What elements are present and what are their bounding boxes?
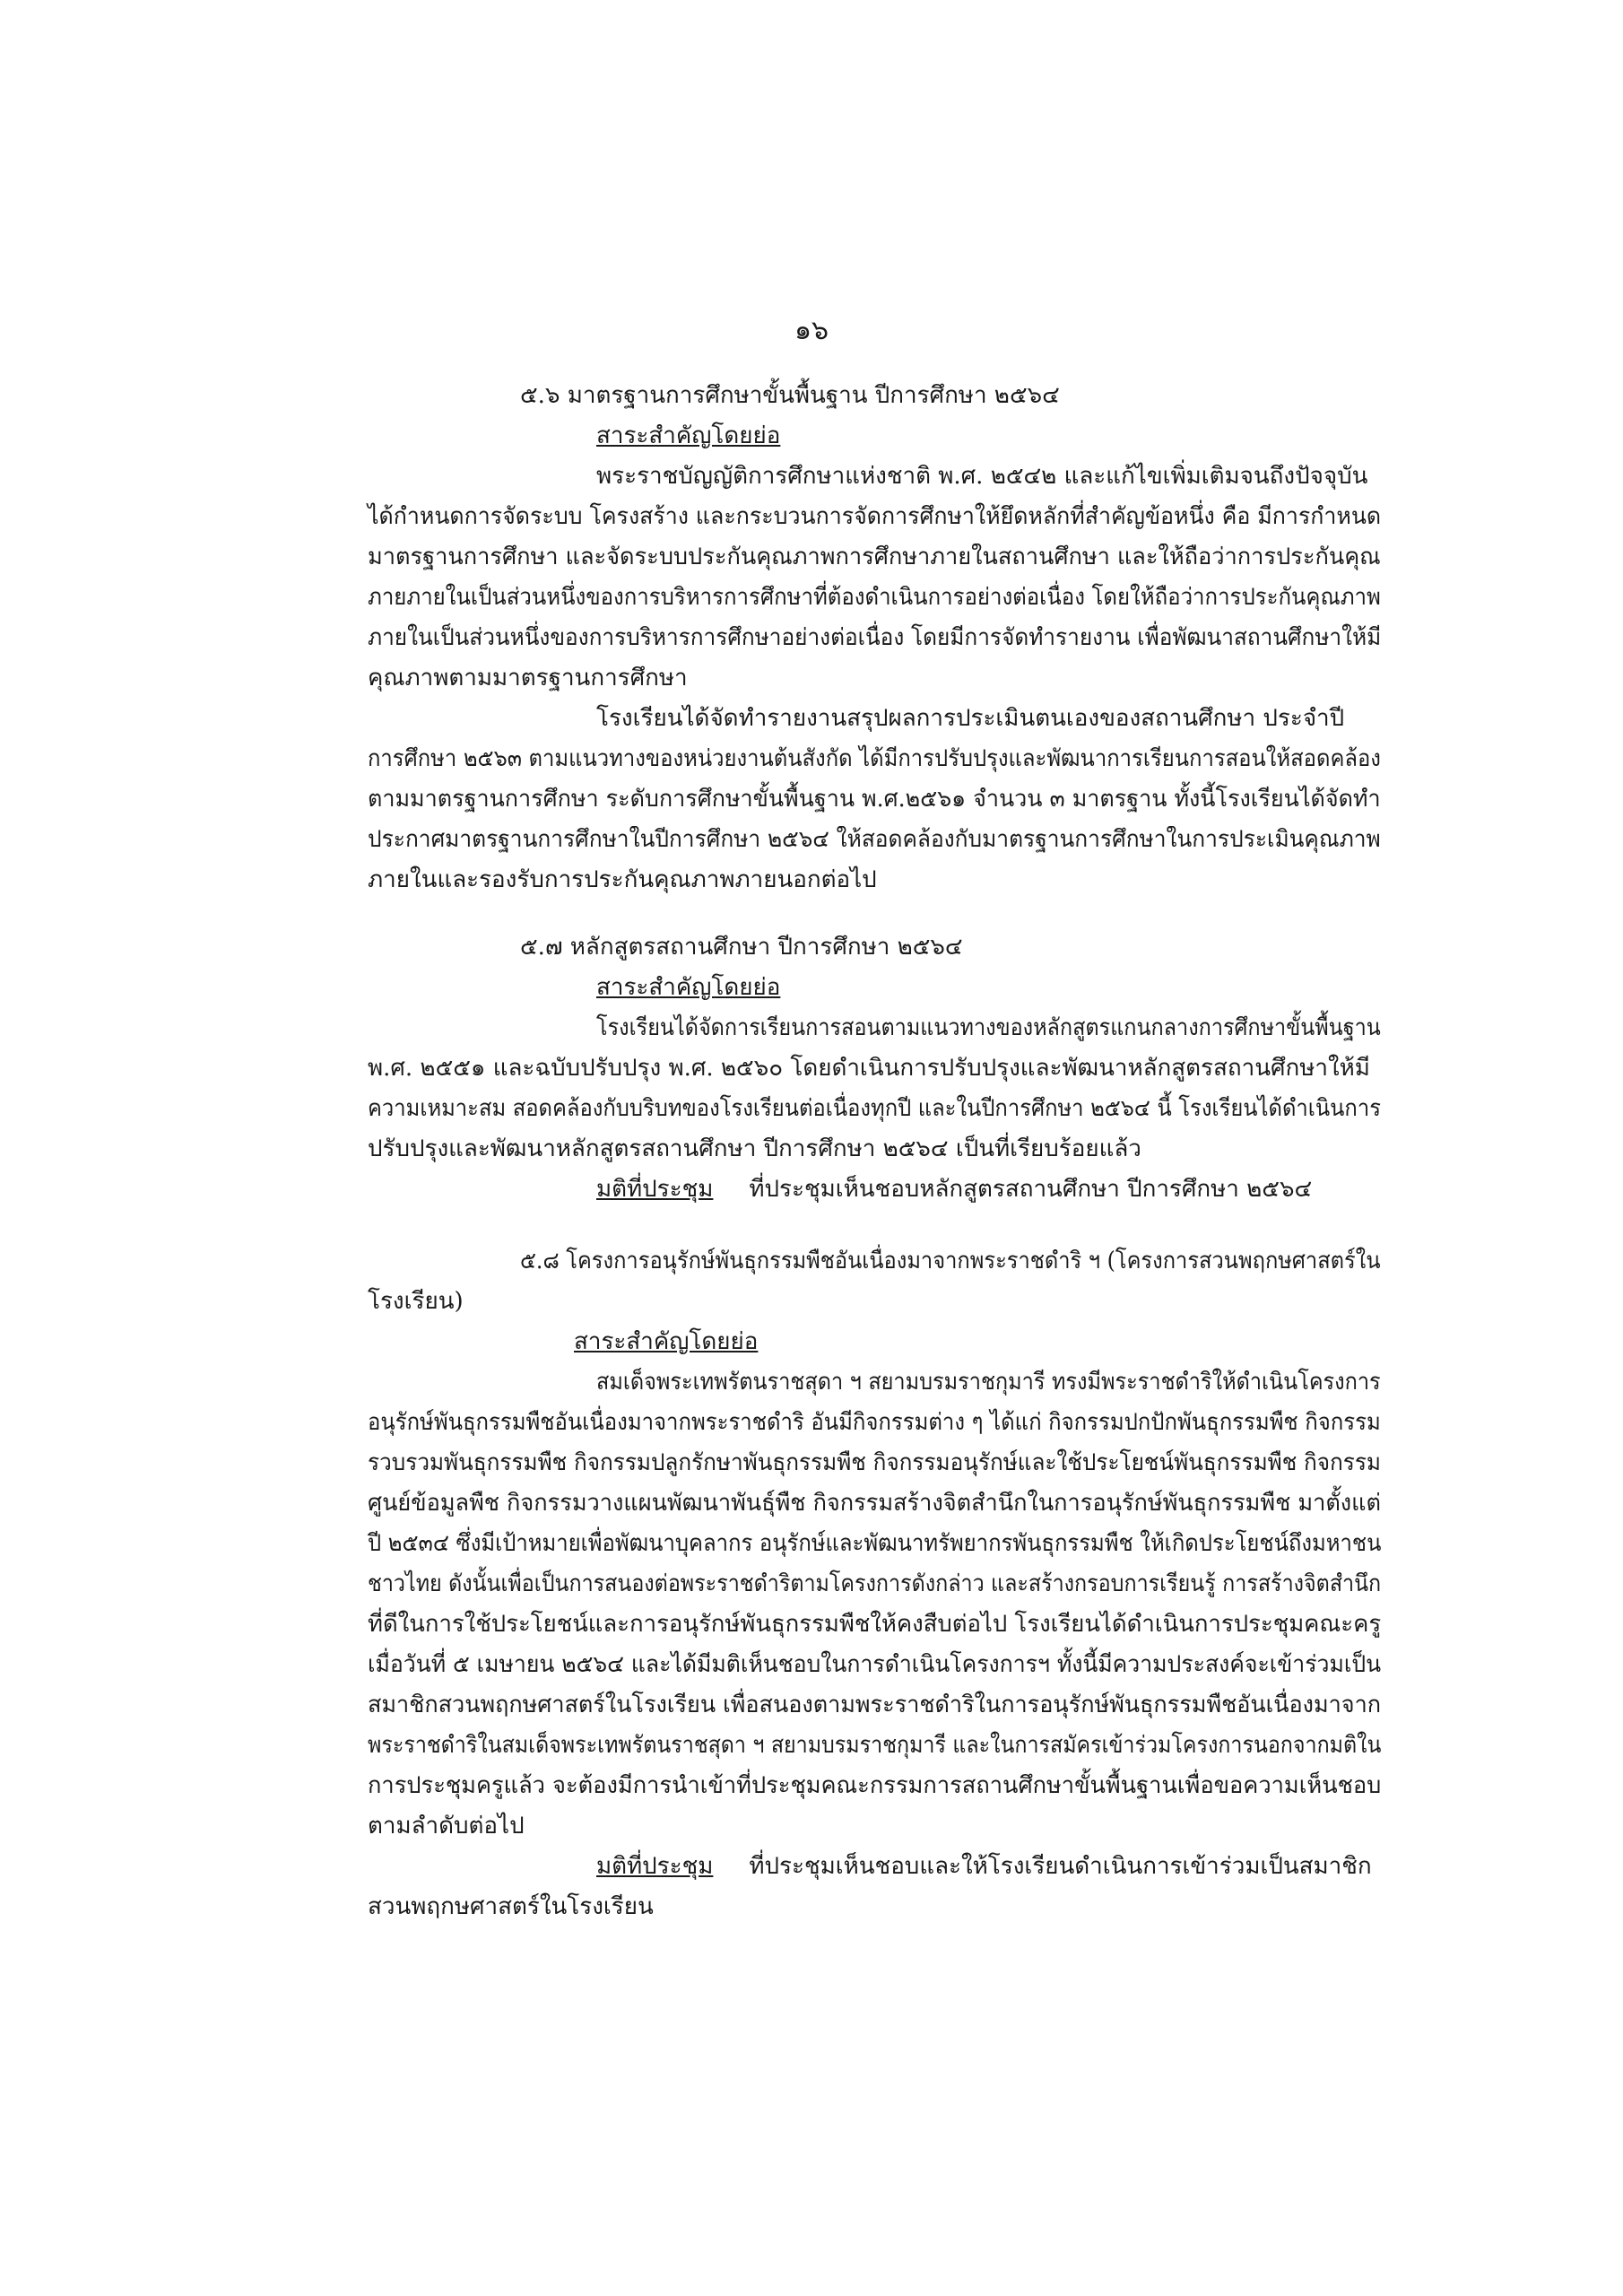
resolution-text: ที่ประชุมเห็นชอบหลักสูตรสถานศึกษา ปีการศึกษา ๒๕๖๔: [749, 1176, 1313, 1203]
paragraph-line: สมเด็จพระเทพรัตนราชสุดา ฯ สยามบรมราชกุมารี ทรงมีพระราชดำริให้ดำเนินโครงการ: [596, 1369, 1381, 1396]
paragraph-line: พระราชบัญญัติการศึกษาแห่งชาติ พ.ศ. ๒๕๔๒ และแก้ไขเพิ่มเติมจนถึงปัจจุบัน: [596, 463, 1368, 490]
paragraph-line: เมื่อวันที่ ๕ เมษายน ๒๕๖๔ และได้มีมติเห็นชอบในการดำเนินโครงการฯ ทั้งนี้มีความประสงค์จะเข้าร่วมเป็น: [368, 1651, 1382, 1678]
paragraph-line: โรงเรียนได้จัดทำรายงานสรุปผลการประเมินตนเองของสถานศึกษา ประจำปี: [596, 705, 1345, 732]
paragraph-line: ตามลำดับต่อไป: [368, 1813, 525, 1839]
paragraph-line: ได้กำหนดการจัดระบบ โครงสร้าง และกระบวนการจัดการศึกษาให้ยึดหลักที่สำคัญข้อหนึ่ง คือ มีการกำหนด: [368, 503, 1382, 530]
paragraph-line: มาตรฐานการศึกษา และจัดระบบประกันคุณภาพการศึกษาภายในสถานศึกษา และให้ถือว่าการประกันคุณ: [368, 544, 1381, 570]
section-heading-5-7: ๕.๗ หลักสูตรสถานศึกษา ปีการศึกษา ๒๕๖๔: [520, 934, 963, 961]
section-heading-5-8: ๕.๘ โครงการอนุรักษ์พันธุกรรมพืชอันเนื่องมาจากพระราชดำริ ฯ (โครงการสวนพฤกษศาสตร์ใน: [520, 1248, 1381, 1274]
section-heading-5-8-continued: โรงเรียน): [368, 1288, 464, 1315]
paragraph-line: ความเหมาะสม สอดคล้องกับบริบทของโรงเรียนต่อเนื่องทุกปี และในปีการศึกษา ๒๕๖๔ นี้ โรงเรียนได้ดำเนินการ: [368, 1095, 1381, 1122]
paragraph-line: พระราชดำริในสมเด็จพระเทพรัตนราชสุดา ฯ สยามบรมราชกุมารี และในการสมัครเข้าร่วมโครงการนอกจากมติใน: [368, 1732, 1382, 1759]
paragraph-line: การประชุมครูแล้ว จะต้องมีการนำเข้าที่ประชุมคณะกรรมการสถานศึกษาขั้นพื้นฐานเพื่อขอความเห็นชอบ: [368, 1772, 1382, 1799]
paragraph-line: สมาชิกสวนพฤกษศาสตร์ในโรงเรียน เพื่อสนองตามพระราชดำริในการอนุรักษ์พันธุกรรมพืชอันเนื่องมาจาก: [368, 1692, 1382, 1718]
resolution-line: [596, 1178, 1312, 1201]
paragraph-line: การศึกษา ๒๕๖๓ ตามแนวทางของหน่วยงานต้นสังกัด ได้มีการปรับปรุงและพัฒนาการเรียนการสอนให้สอดคล้อง: [368, 745, 1381, 772]
paragraph-line: ศูนย์ข้อมูลพืช กิจกรรมวางแผนพัฒนาพันธุ์พืช กิจกรรมสร้างจิตสำนึกในการอนุรักษ์พันธุกรรมพืช มาตั้งแต่: [368, 1490, 1381, 1517]
resolution-line: [596, 1855, 1372, 1878]
paragraph-line: ที่ดีในการใช้ประโยชน์และการอนุรักษ์พันธุกรรมพืชให้คงสืบต่อไป โรงเรียนได้ดำเนินการประชุมคณะครู: [368, 1611, 1382, 1638]
section-heading-5-6: ๕.๖ มาตรฐานการศึกษาขั้นพื้นฐาน ปีการศึกษา ๒๕๖๔: [520, 382, 1060, 409]
paragraph-line: รวบรวมพันธุกรรมพืช กิจกรรมปลูกรักษาพันธุกรรมพืช กิจกรรมอนุรักษ์และใช้ประโยชน์พันธุกรรมพืช กิจกรรม: [368, 1449, 1381, 1476]
paragraph-line: ปี ๒๕๓๔ ซึ่งมีเป้าหมายเพื่อพัฒนาบุคลากร อนุรักษ์และพัฒนาทรัพยากรพันธุกรรมพืช ให้เกิดประโยชน์ถึงมหาชน: [368, 1530, 1382, 1557]
summary-label: สาระสำคัญโดยย่อ: [574, 1328, 759, 1355]
paragraph-line: ภายในและรองรับการประกันคุณภาพภายนอกต่อไป: [368, 866, 877, 893]
paragraph-line: ปรับปรุงและพัฒนาหลักสูตรสถานศึกษา ปีการศึกษา ๒๕๖๔ เป็นที่เรียบร้อยแล้ว: [368, 1135, 1141, 1162]
summary-label: สาระสำคัญโดยย่อ: [596, 974, 781, 1001]
paragraph-line: คุณภาพตามมาตรฐานการศึกษา: [368, 665, 688, 691]
paragraph-line: ภายภายในเป็นส่วนหนึ่งของการบริหารการศึกษาที่ต้องดำเนินการอย่างต่อเนื่อง โดยให้ถือว่าการประกันคุณภาพ: [368, 584, 1381, 611]
resolution-label: มติที่ประชุม: [596, 1176, 714, 1203]
paragraph-line: ตามมาตรฐานการศึกษา ระดับการศึกษาขั้นพื้นฐาน พ.ศ.๒๕๖๑ จำนวน ๓ มาตรฐาน ทั้งนี้โรงเรียนได้จัดทำ: [368, 786, 1381, 813]
paragraph-line: พ.ศ. ๒๕๕๑ และฉบับปรับปรุง พ.ศ. ๒๕๖๐ โดยดำเนินการปรับปรุงและพัฒนาหลักสูตรสถานศึกษาให้มี: [368, 1055, 1370, 1082]
summary-label: สาระสำคัญโดยย่อ: [596, 422, 781, 449]
resolution-text: ที่ประชุมเห็นชอบและให้โรงเรียนดำเนินการเข้าร่วมเป็นสมาชิก: [749, 1853, 1372, 1880]
paragraph-line: ชาวไทย ดังนั้นเพื่อเป็นการสนองต่อพระราชดำริตามโครงการดังกล่าว และสร้างกรอบการเรียนรู้ การสร้างจิตสำนึก: [368, 1570, 1382, 1597]
paragraph-line: ภายในเป็นส่วนหนึ่งของการบริหารการศึกษาอย่างต่อเนื่อง โดยมีการจัดทำรายงาน เพื่อพัฒนาสถานศึกษาให้มี: [368, 624, 1382, 651]
paragraph-line: โรงเรียนได้จัดการเรียนการสอนตามแนวทางของหลักสูตรแกนกลางการศึกษาขั้นพื้นฐาน: [596, 1014, 1381, 1041]
resolution-line-continued: สวนพฤกษศาสตร์ในโรงเรียน: [368, 1893, 654, 1920]
paragraph-line: ประกาศมาตรฐานการศึกษาในปีการศึกษา ๒๕๖๔ ให้สอดคล้องกับมาตรฐานการศึกษาในการประเมินคุณภาพ: [368, 826, 1381, 853]
page-number: ๑๖: [794, 315, 829, 346]
paragraph-line: อนุรักษ์พันธุกรรมพืชอันเนื่องมาจากพระราชดำริ อันมีกิจกรรมต่าง ๆ ได้แก่ กิจกรรมปกปักพันธุกรรมพืช กิจกรรม: [368, 1409, 1381, 1436]
resolution-label: มติที่ประชุม: [596, 1853, 714, 1880]
